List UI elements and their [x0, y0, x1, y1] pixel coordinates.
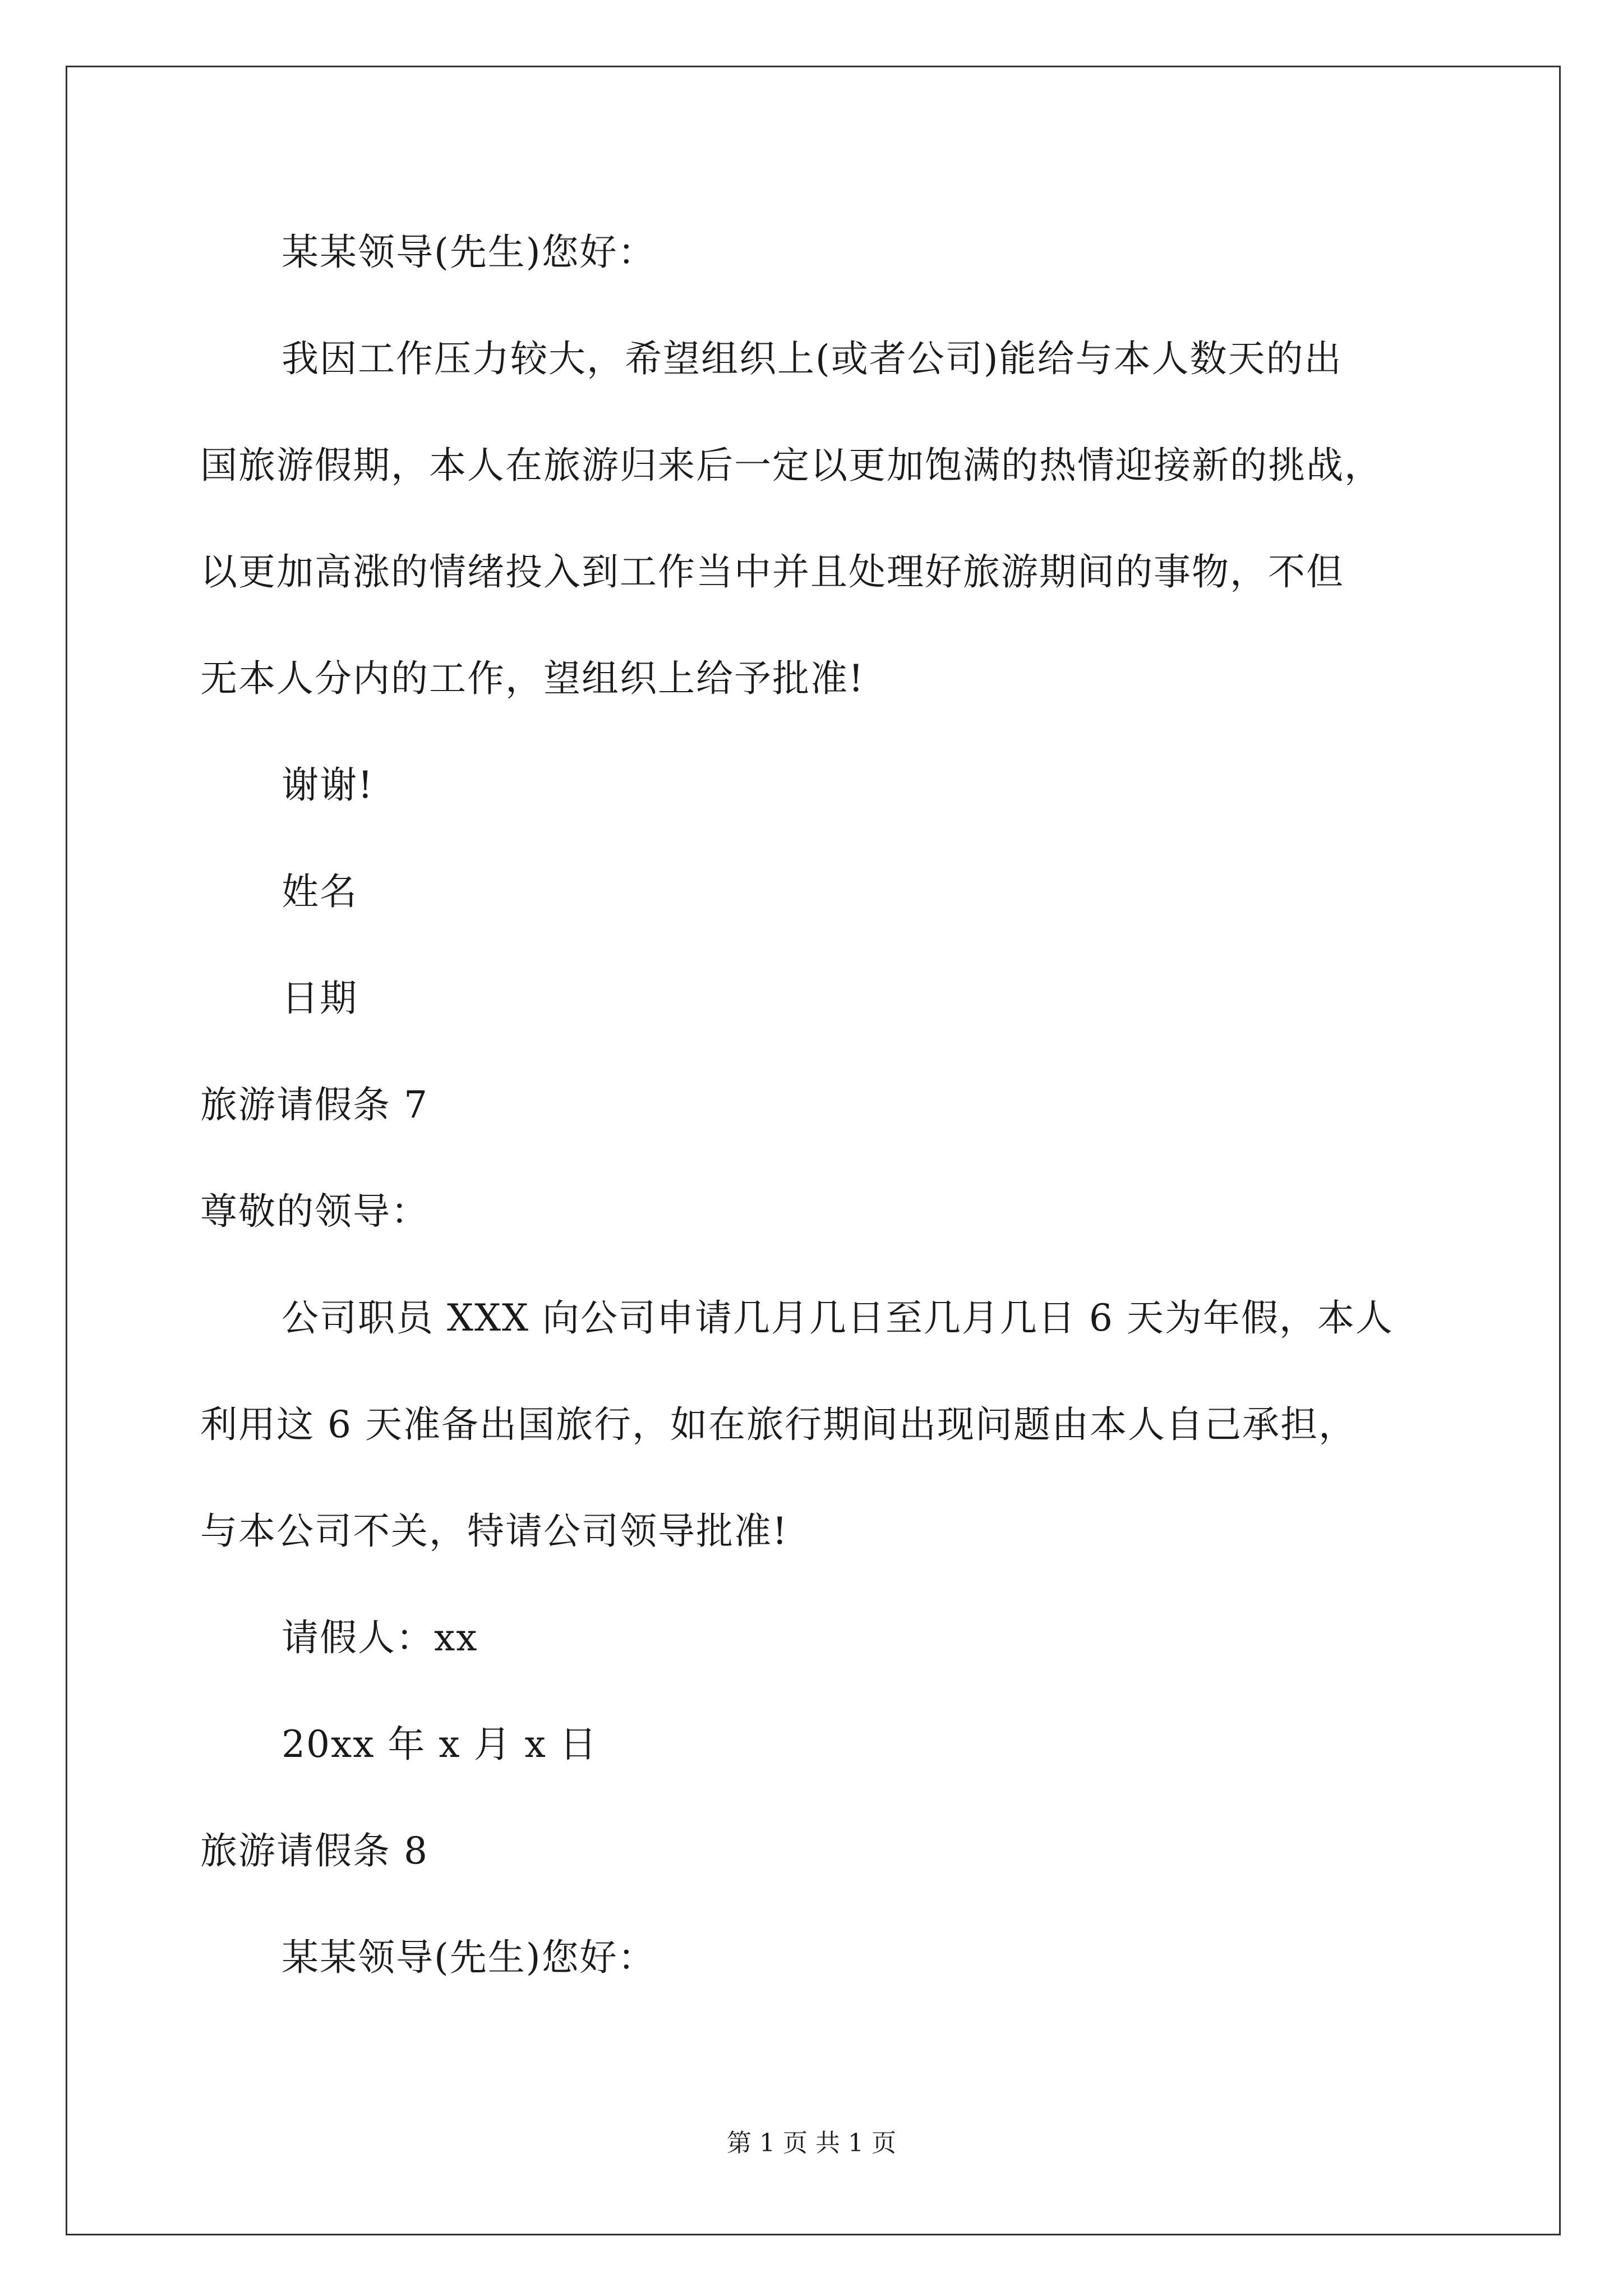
- section-title: 旅游请假条 7: [200, 1083, 428, 1126]
- section-title: 旅游请假条 8: [200, 1829, 428, 1872]
- applicant-line: 请假人：xx: [282, 1616, 478, 1659]
- thanks-line: 谢谢!: [282, 763, 374, 807]
- paragraph-line: 我因工作压力较大，希望组织上(或者公司)能给与本人数天的出: [282, 337, 1343, 380]
- page-footer: 第 1 页 共 1 页: [727, 2129, 896, 2157]
- paragraph-line: 公司职员 XXX 向公司申请几月几日至几月几日 6 天为年假，本人: [282, 1296, 1394, 1340]
- paragraph-line: 利用这 6 天准备出国旅行，如在旅行期间出现问题由本人自己承担，: [200, 1403, 1357, 1446]
- paragraph-line: 国旅游假期，本人在旅游归来后一定以更加饱满的热情迎接新的挑战，: [200, 444, 1382, 487]
- date-line: 20xx 年 x 月 x 日: [282, 1723, 598, 1766]
- salutation: 尊敬的领导：: [200, 1190, 429, 1233]
- salutation: 某某领导(先生)您好：: [282, 231, 656, 274]
- paragraph-line: 与本公司不关，特请公司领导批准!: [200, 1510, 789, 1553]
- date-line: 日期: [282, 977, 358, 1020]
- name-line: 姓名: [282, 870, 358, 913]
- paragraph-line: 无本人分内的工作，望组织上给予批准!: [200, 657, 865, 700]
- salutation: 某某领导(先生)您好：: [282, 1936, 656, 1979]
- page-frame: [66, 66, 1561, 2235]
- paragraph-line: 以更加高涨的情绪投入到工作当中并且处理好旅游期间的事物，不但: [200, 550, 1344, 593]
